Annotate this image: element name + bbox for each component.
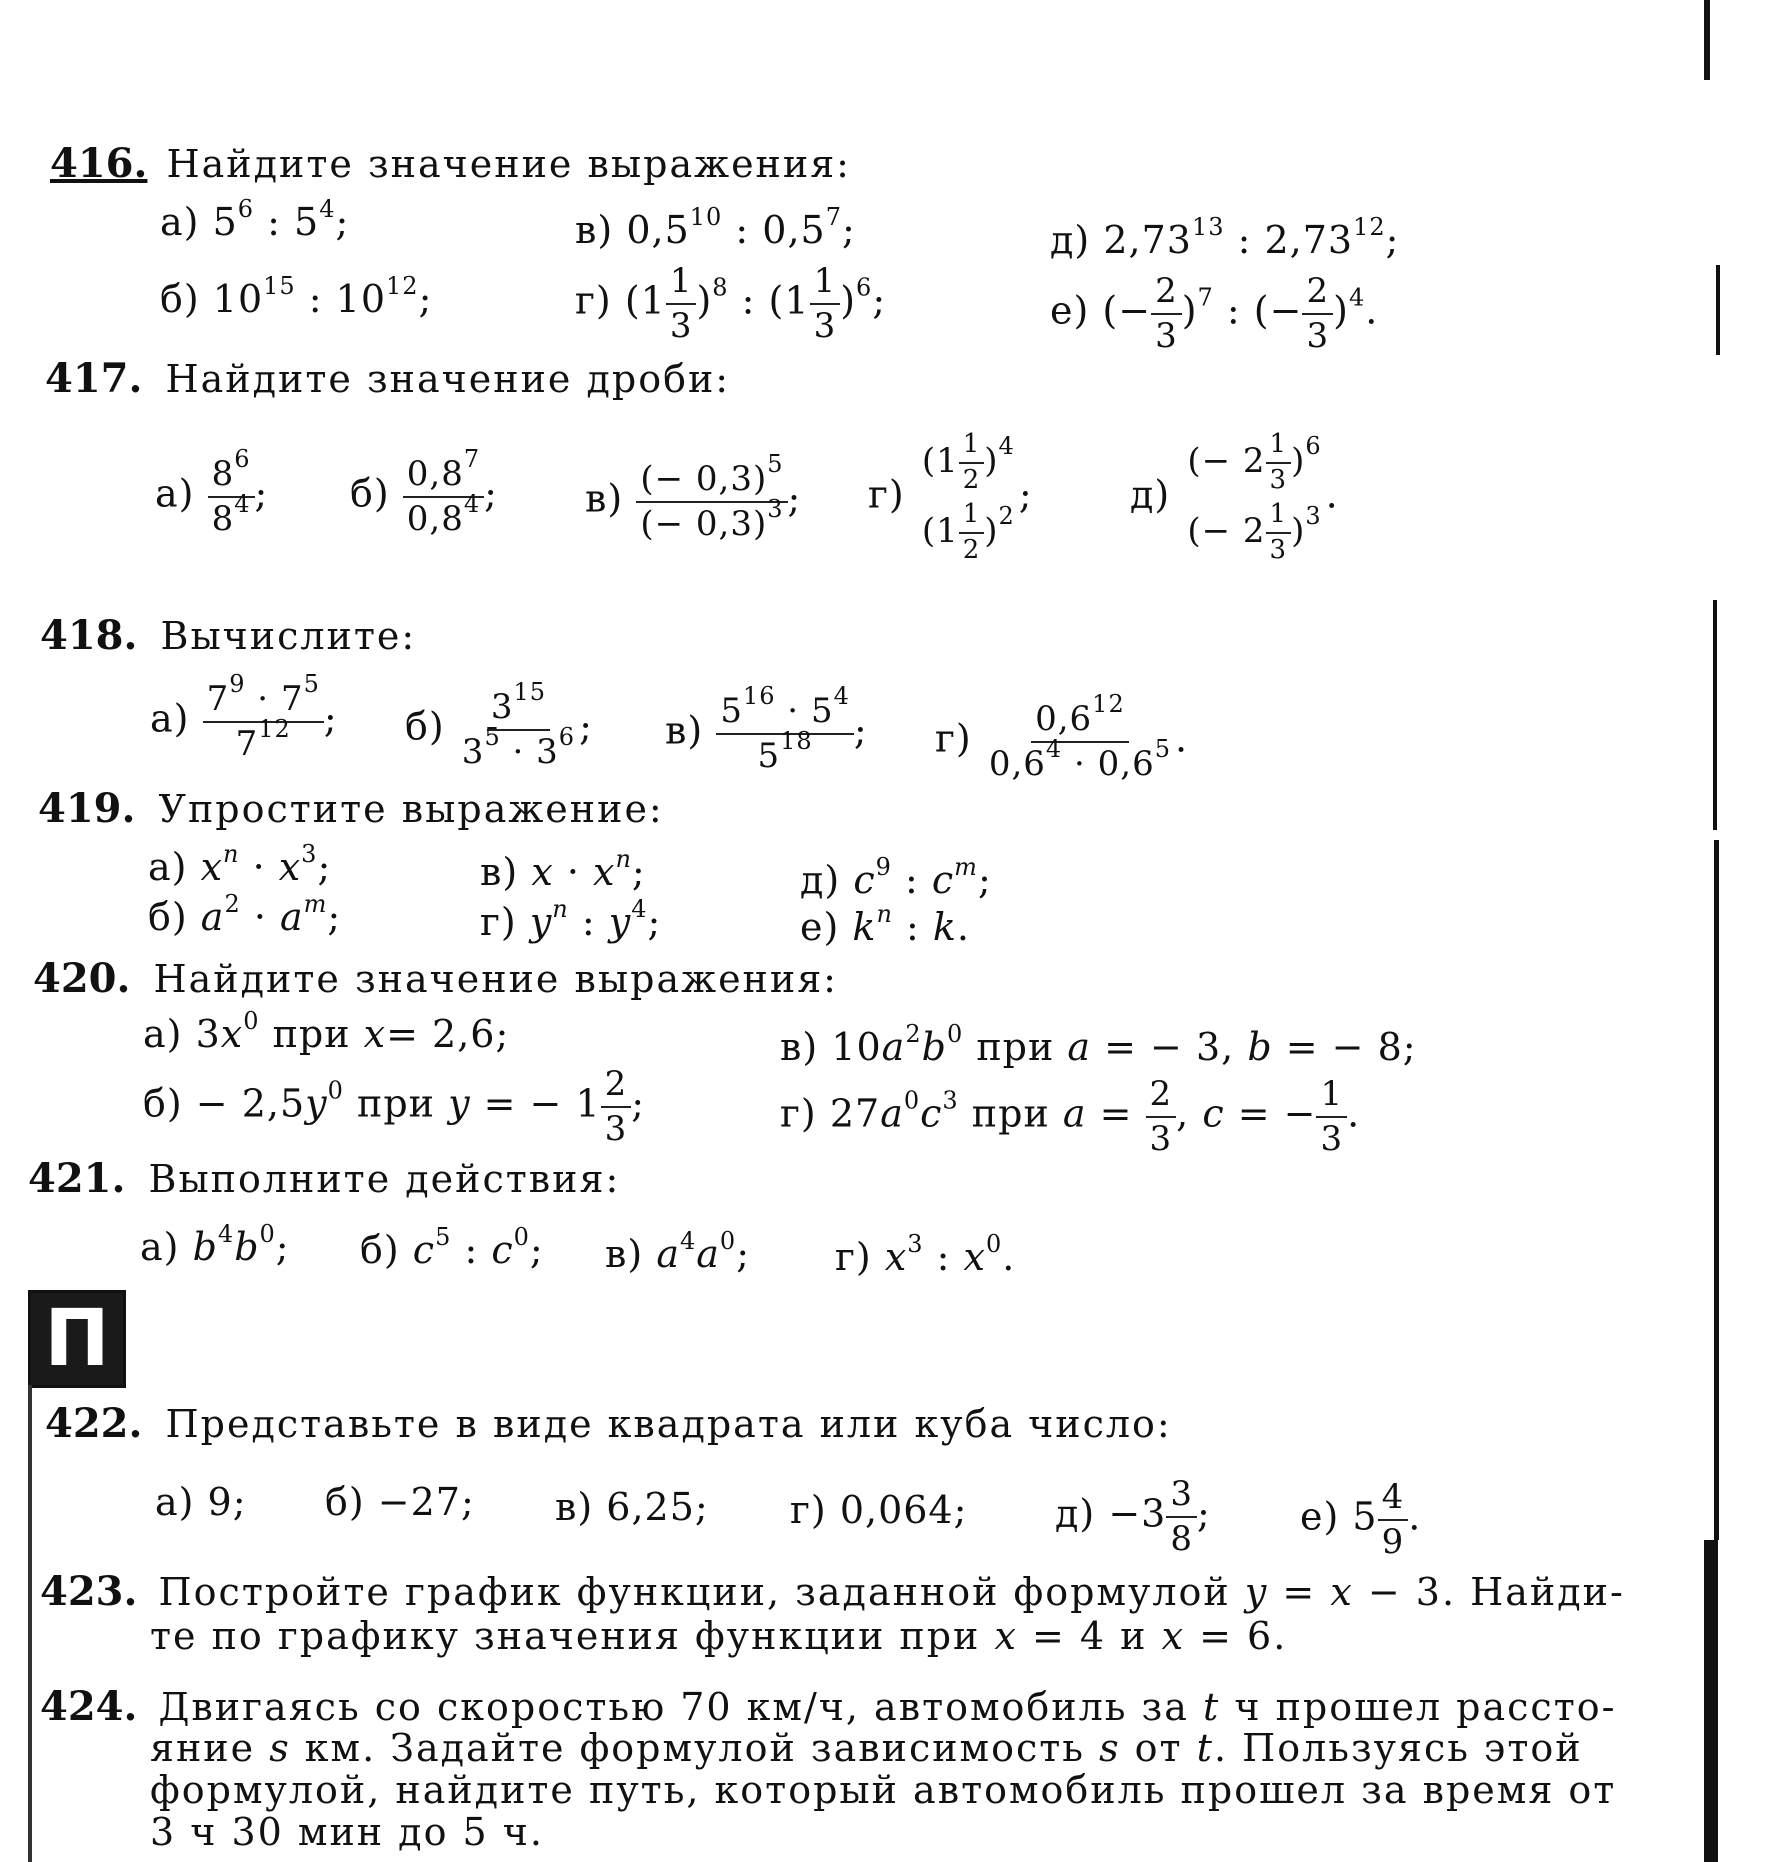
item-417-d: д) (− 2 $\frac{1}{3}$ )$^6$ (− 2 $\frac{1}{3}$ )$^3$ . [1130,429,1339,565]
problem-number: 416. [50,140,148,187]
item-419-g: г) $y^n$ : $y^4$; [480,895,662,944]
item-420-v: в) $10a^2b^0$ при a = − 3, b = − 8; [780,1020,1417,1069]
problem-number: 420. [33,955,131,1002]
page-edge-line [1704,0,1710,80]
page-edge-line [1713,600,1717,830]
item-418-a: а) $\frac{7^9 \cdot 7^5}{7^{12}}$ ; [150,670,338,765]
item-417-g: г) (1 $\frac{1}{2}$ )$^4$ (1 $\frac{1}{2}$ )$^2$ ; [868,429,1033,565]
item-419-b: б) $a^2 \cdot a^m$; [148,890,342,939]
problem-418-header [40,612,416,660]
item-419-v: в) $x \cdot x^n$; [480,845,646,894]
problem-424-line2: яние s км. Задайте формулой зависимость s от t. Пользуясь этой [150,1726,1583,1770]
item-422-a: а) 9; [155,1480,247,1524]
problem-number: 419. [38,785,136,832]
problem-424-line1: 424. Двигаясь со скоростью 70 км/ч, автомобиль за t ч прошел рассто- [40,1683,1617,1730]
item-418-b: б) $\frac{3^{15}}{3^5 \cdot 3^6}$ ; [405,678,593,773]
item-419-a: а) $x^n \cdot x^3$; [148,840,332,889]
problem-419-header [38,785,664,833]
item-421-g: г) $x^3$ : $x^0$. [835,1230,1016,1279]
problem-title: Найдите значение выражения: [153,957,838,1001]
page-edge-line [1716,265,1720,355]
item-416-v: в) $0,5^{10}$ : $0,5^7$; [575,203,856,252]
item-420-g: г) $27a^0c^3$ при a = $\frac{2}{3}$ , c = − $\frac{1}{3}$ . [780,1074,1361,1160]
item-421-v: в) $a^4a^0$; [605,1227,750,1276]
item-416-g: г) (1 $\frac{1}{3}$ )$^8$ : (1 $\frac{1}{3}$ )$^6$; [575,261,887,347]
problem-title: Найдите значение выражения: [166,142,851,186]
item-422-e: е) 5 $\frac{4}{9}$ . [1300,1477,1422,1563]
item-417-a: а) $\frac{8^6}{8^4}$ ; [155,445,269,540]
item-416-a: а) $5^6$ : $5^4$; [160,195,350,244]
item-422-d: д) −3 $\frac{3}{8}$ ; [1055,1474,1211,1560]
problem-number: 423. [40,1568,138,1615]
problem-title: Выполните действия: [148,1157,621,1201]
problem-number: 421. [28,1155,126,1202]
problem-title: Упростите выражение: [158,787,664,831]
section-rule [28,1385,32,1862]
item-417-b: б) $\frac{0,8^7}{0,8^4}$ ; [350,445,498,540]
problem-423-line2: те по графику значения функции при x = 4 и x = 6. [150,1614,1288,1658]
item-421-b: б) $c^5$ : $c^0$; [360,1223,544,1272]
problem-title: Вычислите: [160,614,417,658]
problem-424-line4: 3 ч 30 мин до 5 ч. [150,1810,544,1854]
problem-416-header [50,140,851,188]
problem-title: Найдите значение дроби: [165,357,731,401]
item-422-g: г) 0,064; [790,1488,968,1532]
problem-title: Представьте в виде квадрата или куба число: [165,1402,1172,1446]
page-edge-line [1714,840,1719,1540]
item-422-v: в) 6,25; [555,1485,709,1529]
problem-420-header [33,955,838,1003]
page-edge-line [1704,1540,1718,1862]
item-420-b: $б) - 2,5y^0$ при y = − 1 $\frac{2}{3}$ ; [143,1064,646,1150]
item-416-e: е) (− $\frac{2}{3}$ )$^7$ : (− $\frac{2}{3}$ )$^4$. [1050,271,1379,357]
problem-number: 417. [45,355,143,402]
item-420-a: а) $3x^0$ при x= 2,6; [143,1007,510,1056]
problem-number: 422. [45,1400,143,1447]
problem-number: 418. [40,612,138,659]
item-418-g: г) $\frac{0,6^{12}}{0,6^4 \cdot 0,6^5}$ . [935,690,1189,785]
problem-424-line3: формулой, найдите путь, который автомобиль прошел за время от [150,1768,1617,1812]
problem-number: 424. [40,1683,138,1730]
problem-423-line1: 423. Постройте график функции, заданной формулой y = x − 3. Найди- [40,1568,1625,1615]
item-416-d: д) 2,73$^{13}$ : 2,73$^{12}$; [1050,213,1400,262]
item-419-e: е) $k^n$ : k. [800,900,971,949]
section-marker: П [28,1290,126,1388]
item-417-v: в) $\frac{(- 0,3)^5}{(- 0,3)^3}$ ; [585,450,802,545]
item-422-b: б) −27; [325,1480,475,1524]
problem-417-header [45,355,730,403]
problem-421-header [28,1155,620,1203]
item-418-v: в) $\frac{5^{16} \cdot 5^4}{5^{18}}$ ; [665,682,868,777]
problem-422-header [45,1400,1172,1448]
item-421-a: а) $b^4b^0$; [140,1220,290,1269]
item-419-d: д) $c^9$ : $c^m$; [800,853,992,902]
item-416-b: б) $10^{15}$ : $10^{12}$; [160,272,433,321]
